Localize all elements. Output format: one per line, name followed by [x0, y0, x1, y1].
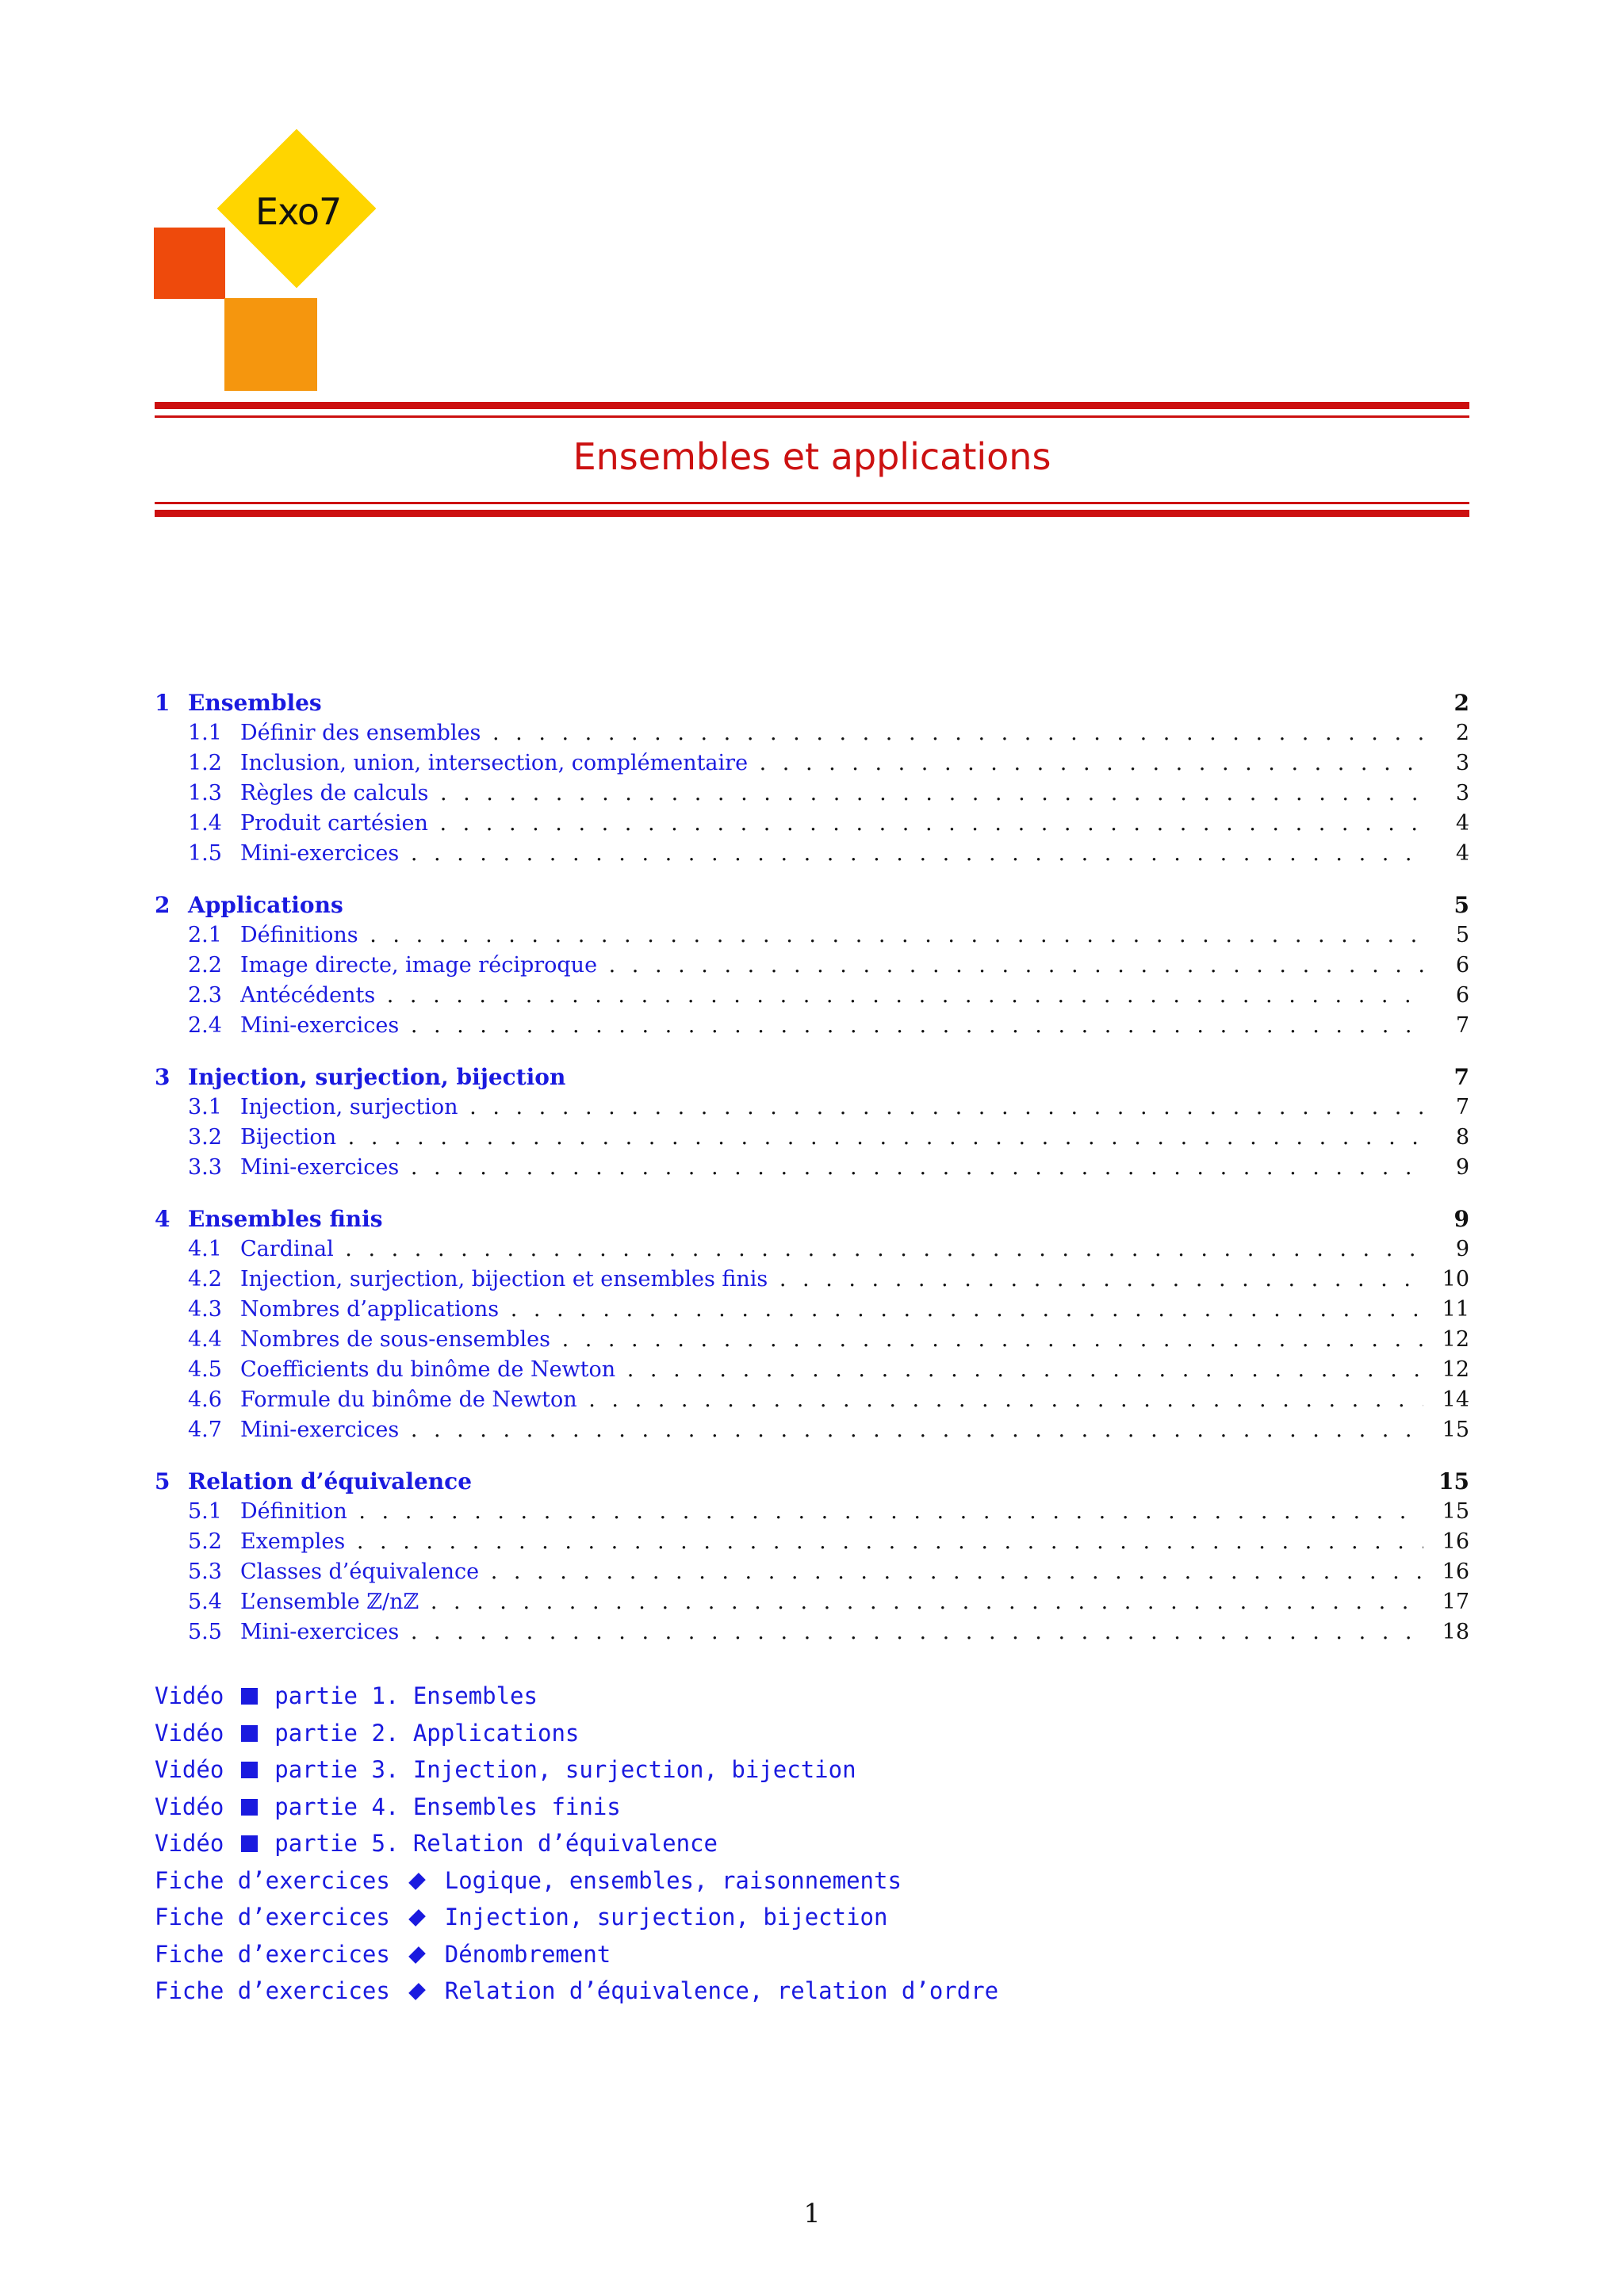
toc-section-title[interactable]: Injection, surjection, bijection	[188, 1064, 566, 1090]
link-text[interactable]: Dénombrement	[444, 1940, 611, 1968]
diamond-bullet-icon	[408, 1983, 426, 2000]
toc-entry-page: 4	[1455, 841, 1469, 866]
link-prefix: Vidéo	[155, 1719, 224, 1747]
toc-entry-title[interactable]: Cardinal . . .	[240, 1234, 1423, 1265]
exercise-sheet-link[interactable]	[155, 1862, 998, 1900]
toc-section-title[interactable]: Ensembles	[188, 690, 322, 716]
toc-entry-title[interactable]: Définir des ensembles . . .	[240, 718, 1423, 748]
toc-entry[interactable]	[155, 1527, 1469, 1557]
logo-red-square	[154, 228, 225, 299]
exercise-sheet-link[interactable]	[155, 1973, 998, 2010]
square-bullet-icon	[241, 1725, 258, 1742]
toc-section-page: 9	[1454, 1206, 1469, 1232]
toc-entry-title[interactable]: Mini-exercices . . .	[240, 1415, 1423, 1445]
toc-entry-number: 2.3	[188, 983, 222, 1008]
table-of-contents	[155, 688, 1469, 1647]
toc-entry-number: 1.3	[188, 781, 222, 806]
toc-entry[interactable]	[155, 1617, 1469, 1647]
toc-entry-number: 3.1	[188, 1095, 222, 1119]
toc-section[interactable]	[155, 688, 1469, 718]
link-prefix: Fiche d’exercices	[155, 1904, 390, 1931]
link-prefix: Fiche d’exercices	[155, 1940, 390, 1968]
toc-entry-page: 17	[1442, 1590, 1469, 1614]
toc-section-title[interactable]: Relation d’équivalence	[188, 1468, 473, 1494]
video-link[interactable]	[155, 1751, 998, 1789]
diamond-bullet-icon	[408, 1873, 426, 1890]
toc-entry-title[interactable]: Classes d’équivalence . . .	[240, 1557, 1423, 1587]
toc-section-number: 3	[155, 1064, 170, 1090]
toc-entry-number: 4.6	[188, 1387, 222, 1412]
toc-entry-page: 5	[1455, 923, 1469, 947]
title-rule-top-thick	[155, 402, 1469, 409]
toc-entry[interactable]	[155, 779, 1469, 809]
link-text[interactable]: Logique, ensembles, raisonnements	[444, 1866, 902, 1894]
toc-entry-page: 15	[1442, 1418, 1469, 1442]
toc-entry-page: 18	[1442, 1620, 1469, 1644]
link-prefix: Fiche d’exercices	[155, 1866, 390, 1894]
logo-orange-square	[224, 298, 317, 391]
exercise-sheet-link[interactable]	[155, 1899, 998, 1936]
toc-entry-title[interactable]: Nombres d’applications . . .	[240, 1295, 1423, 1325]
toc-entry-title[interactable]: Injection, surjection . . .	[240, 1093, 1423, 1123]
toc-section-page: 2	[1454, 690, 1469, 716]
toc-entry-page: 12	[1442, 1357, 1469, 1382]
link-prefix: Vidéo	[155, 1756, 224, 1783]
toc-entry-number: 5.3	[188, 1559, 222, 1584]
toc-entry[interactable]	[155, 951, 1469, 981]
toc-section-number: 2	[155, 892, 170, 918]
toc-entry-page: 3	[1455, 781, 1469, 806]
toc-section[interactable]	[155, 1467, 1469, 1497]
toc-entry-title[interactable]: Exemples . . .	[240, 1527, 1423, 1557]
square-bullet-icon	[241, 1688, 258, 1705]
square-bullet-icon	[241, 1762, 258, 1778]
toc-entry-number: 5.2	[188, 1529, 222, 1554]
toc-section[interactable]	[155, 890, 1469, 920]
toc-entry[interactable]	[155, 1153, 1469, 1183]
title-rule-bottom-thick	[155, 510, 1469, 517]
toc-entry-number: 4.5	[188, 1357, 222, 1382]
link-text[interactable]: partie 2. Applications	[274, 1719, 580, 1747]
link-prefix: Vidéo	[155, 1682, 224, 1709]
toc-entry[interactable]	[155, 1265, 1469, 1295]
toc-entry-title[interactable]: L’ensemble ℤ/nℤ . . .	[240, 1587, 1423, 1617]
toc-entry-page: 11	[1442, 1297, 1469, 1322]
toc-section[interactable]	[155, 1062, 1469, 1093]
toc-entry-page: 16	[1442, 1559, 1469, 1584]
toc-section-number: 1	[155, 690, 170, 716]
toc-entry-title[interactable]: Image directe, image réciproque . . .	[240, 951, 1423, 981]
toc-entry[interactable]	[155, 1123, 1469, 1153]
link-text[interactable]: partie 5. Relation d’équivalence	[274, 1830, 718, 1857]
toc-entry[interactable]	[155, 1587, 1469, 1617]
toc-entry-title[interactable]: Bijection . . .	[240, 1123, 1423, 1153]
title-rule-top-thin	[155, 415, 1469, 418]
toc-entry-page: 12	[1442, 1327, 1469, 1352]
page-number: 1	[803, 2198, 821, 2229]
link-prefix: Vidéo	[155, 1793, 224, 1820]
toc-entry[interactable]	[155, 1385, 1469, 1415]
toc-entry-title[interactable]: Définitions . . .	[240, 920, 1423, 951]
toc-entry-number: 4.3	[188, 1297, 222, 1322]
resource-links	[155, 1678, 998, 2010]
toc-entry-title[interactable]: Antécédents . . .	[240, 981, 1423, 1011]
toc-entry[interactable]	[155, 981, 1469, 1011]
link-text[interactable]: Injection, surjection, bijection	[444, 1904, 888, 1931]
toc-entry-page: 4	[1455, 811, 1469, 836]
toc-entry-title[interactable]: Inclusion, union, intersection, complémentaire . . .	[240, 748, 1423, 779]
toc-entry-number: 5.1	[188, 1499, 222, 1524]
title-rule-bottom-thin	[155, 502, 1469, 504]
toc-entry-page: 7	[1455, 1095, 1469, 1119]
video-link[interactable]	[155, 1678, 998, 1715]
link-text[interactable]: partie 1. Ensembles	[274, 1682, 538, 1709]
toc-entry-page: 16	[1442, 1529, 1469, 1554]
toc-entry-page: 8	[1455, 1125, 1469, 1150]
video-link[interactable]	[155, 1789, 998, 1826]
toc-entry-number: 5.5	[188, 1620, 222, 1644]
toc-entry-number: 2.1	[188, 923, 222, 947]
toc-entry-title[interactable]: Mini-exercices . . .	[240, 1153, 1423, 1183]
toc-entry[interactable]	[155, 839, 1469, 869]
toc-entry-number: 1.4	[188, 811, 222, 836]
link-prefix: Fiche d’exercices	[155, 1977, 390, 2004]
toc-entry-number: 3.3	[188, 1155, 222, 1180]
toc-entry-title[interactable]: Mini-exercices . . .	[240, 1617, 1423, 1647]
toc-entry[interactable]	[155, 1093, 1469, 1123]
toc-entry[interactable]	[155, 1325, 1469, 1355]
toc-entry-page: 10	[1442, 1267, 1469, 1292]
link-text[interactable]: Relation d’équivalence, relation d’ordre	[444, 1977, 999, 2004]
toc-section[interactable]	[155, 1204, 1469, 1234]
toc-entry-page: 14	[1442, 1387, 1469, 1412]
toc-entry-number: 1.2	[188, 751, 222, 775]
toc-entry-number: 4.7	[188, 1418, 222, 1442]
toc-entry-number: 3.2	[188, 1125, 222, 1150]
toc-entry-title[interactable]: Mini-exercices . . .	[240, 839, 1423, 869]
toc-entry-number: 4.2	[188, 1267, 222, 1292]
toc-entry-number: 4.1	[188, 1237, 222, 1261]
toc-entry-number: 5.4	[188, 1590, 222, 1614]
toc-entry-page: 9	[1455, 1237, 1469, 1261]
document-title: Ensembles et applications	[573, 435, 1051, 478]
link-prefix: Vidéo	[155, 1830, 224, 1857]
toc-entry[interactable]	[155, 809, 1469, 839]
toc-entry-number: 1.5	[188, 841, 222, 866]
toc-entry-page: 2	[1455, 721, 1469, 745]
toc-section-page: 5	[1454, 892, 1469, 918]
toc-section-page: 7	[1454, 1064, 1469, 1090]
toc-section-number: 5	[155, 1468, 170, 1494]
toc-entry-page: 9	[1455, 1155, 1469, 1180]
toc-entry[interactable]	[155, 920, 1469, 951]
toc-section-title[interactable]: Applications	[188, 892, 343, 918]
square-bullet-icon	[241, 1835, 258, 1852]
diamond-bullet-icon	[408, 1909, 426, 1927]
toc-entry[interactable]	[155, 1234, 1469, 1265]
toc-entry[interactable]	[155, 1497, 1469, 1527]
toc-section-page: 15	[1438, 1468, 1469, 1494]
toc-entry-page: 3	[1455, 751, 1469, 775]
toc-entry-page: 15	[1442, 1499, 1469, 1524]
toc-entry[interactable]	[155, 1415, 1469, 1445]
toc-entry-page: 6	[1455, 983, 1469, 1008]
toc-entry-title[interactable]: Mini-exercices . . .	[240, 1011, 1423, 1041]
link-text[interactable]: partie 4. Ensembles finis	[274, 1793, 621, 1820]
toc-entry-page: 7	[1455, 1013, 1469, 1038]
video-link[interactable]	[155, 1825, 998, 1862]
toc-section-number: 4	[155, 1206, 170, 1232]
toc-entry[interactable]	[155, 1557, 1469, 1587]
exo7-logo[interactable]	[0, 0, 476, 412]
toc-entry[interactable]	[155, 1295, 1469, 1325]
toc-entry-title[interactable]: Produit cartésien . . .	[240, 809, 1423, 839]
toc-entry[interactable]	[155, 1011, 1469, 1041]
toc-entry-title[interactable]: Nombres de sous-ensembles . . .	[240, 1325, 1423, 1355]
toc-entry-number: 2.4	[188, 1013, 222, 1038]
toc-entry-number: 1.1	[188, 721, 222, 745]
toc-entry-title[interactable]: Formule du binôme de Newton . . .	[240, 1385, 1423, 1415]
toc-entry[interactable]	[155, 748, 1469, 779]
toc-entry[interactable]	[155, 1355, 1469, 1385]
square-bullet-icon	[241, 1799, 258, 1816]
toc-section-title[interactable]: Ensembles finis	[188, 1206, 383, 1232]
toc-entry-number: 2.2	[188, 953, 222, 978]
toc-entry-page: 6	[1455, 953, 1469, 978]
toc-entry-title[interactable]: Injection, surjection, bijection et ensembles finis . . .	[240, 1265, 1423, 1295]
video-link[interactable]	[155, 1715, 998, 1752]
toc-entry[interactable]	[155, 718, 1469, 748]
diamond-bullet-icon	[408, 1946, 426, 1964]
link-text[interactable]: partie 3. Injection, surjection, bijection	[274, 1756, 856, 1783]
toc-entry-title[interactable]: Coefficients du binôme de Newton . . .	[240, 1355, 1423, 1385]
toc-entry-title[interactable]: Définition . . .	[240, 1497, 1423, 1527]
exercise-sheet-link[interactable]	[155, 1936, 998, 1973]
logo-text: Exo7	[255, 190, 342, 233]
toc-entry-number: 4.4	[188, 1327, 222, 1352]
toc-entry-title[interactable]: Règles de calculs . . .	[240, 779, 1423, 809]
